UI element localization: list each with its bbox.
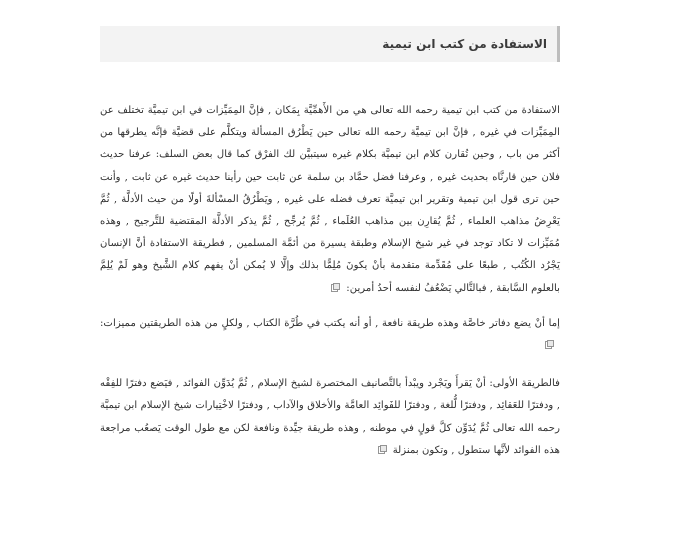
paragraph-3	[100, 373, 560, 462]
paragraph-1	[100, 100, 560, 300]
footnote-icon[interactable]	[545, 340, 554, 349]
paragraph-3-text: فالطريقة الأولى: أنْ يَقرأَ ويَجْرد ويبْدأ بالتَّصانيف المختصرة لشيخ الإسلام , ثُمَّ يُدَوِّن الفوائد , فيَضع دفترًا للفِقْه , ودفترًا للعَقائِد , ودفترًا لُّلغة , ودفترًا للفَوائِد العامَّة والأخلاق والآداب , ودفترًا لاخْتِيارات شيخ الإسلام ابن تيميَّة رحمه الله تعالى ثُمَّ يُدَوِّن كلَّ قولٍ في موطنه , وهذه طريقة جيِّدة ونافعة لكن مع طول الوقت يَصعُب مراجعة هذه الفوائد لأنَّها ستطول , وتكون بمنزلة	[100, 378, 560, 456]
footnote-icon[interactable]	[331, 283, 340, 292]
paragraph-2-text: إما أنْ يضع دفاتر خاصَّة وهذه طريقة نافعة , أو أنه يكتب في طُرَّة الكتاب , ولكلٍ من هذه الطريقتين مميزات:	[100, 317, 560, 329]
paragraph-2	[100, 313, 560, 357]
article	[100, 26, 560, 462]
paragraph-1-text: الاستفادة من كتب ابن تيمية رحمه الله تعالى هي من الأَهمِّيَّة بِمَكان , فإنَّ المِمَيِّزات في ابن تيميَّة تختلف عن المِمَيِّزات في غيره , فإنَّ ابن تيميَّة رحمه الله تعالى حين يَطْرُق المسألة ويتكلَّم على قضيَّة فإنَّه يطرقها من أكثر من باب , وحين تُقارن كلام ابن تيميَّة بكلام غيره سيتبيَّن لك الفرْق كما قال بعض السلف: عرفنا حديث فلان حين قارنَّاه بحديث غيره , وعرفنا فضل حمَّاد بن سلمة عن ثابت حين رأينا حديث غيره عن ثابت , وأنت حين ترى قول ابن تيمية وتقرير ابن تيميَّة تعرف فضله على غيره , ويَطْرُقُ المسْألةَ أولًا من حيث الأدلَّة , ثُمَّ يَعْرِضُ مذاهب العلماء , ثُمَّ يُقارِن بين مذاهب العُلَماء , ثُمَّ يُرجِّح , ثُمَّ يذكر الأدلَّة المقتضية للتَّرجيح , وهذه مُمَيِّزات لا تكاد توجد في غير شيخ الإسلام وطبقة يسيرة من أئمَّة المسلمين , فطريقة الاستفادة أنَّ الإنسان يَجْرُد الكُتُب , طبعًا على مُقَدِّمة متقدمة بأنْ يكونَ مُلِمًّا بذلك وإلَّا لا يُمكن أنْ يفهم كلام الشَّيخ وهو لَمْ يُلِمَّ بالعلوم السَّابقة , فبالتَّالي يَضْعُفُ لنفسه أحدُ أمرين:	[100, 105, 560, 294]
footnote-icon[interactable]	[378, 445, 387, 454]
title-bar	[100, 26, 560, 62]
article-title: الاستفادة من كتب ابن تيمية	[382, 37, 547, 51]
